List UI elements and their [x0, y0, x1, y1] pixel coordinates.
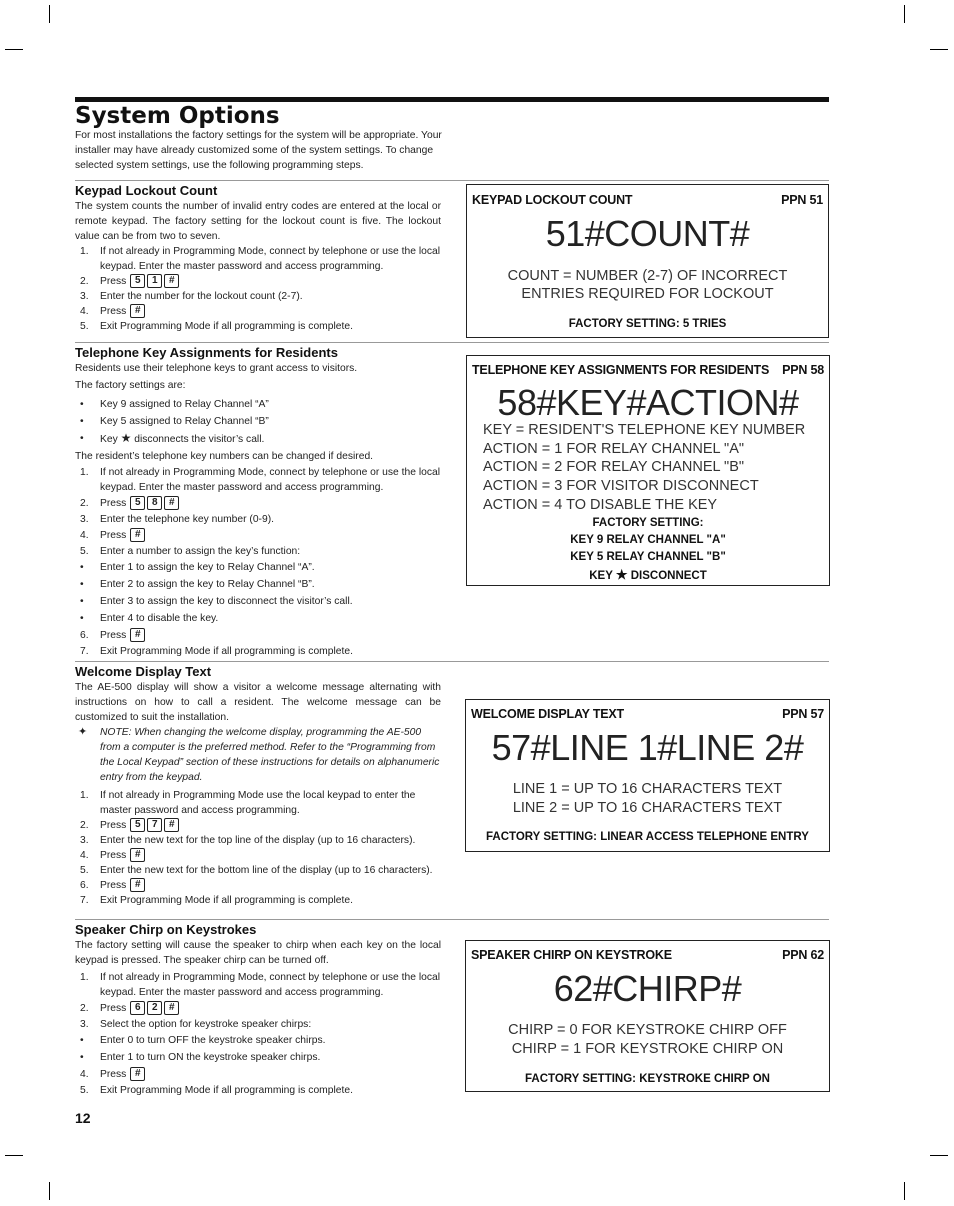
ppn-box-58 [466, 355, 830, 586]
box-desc-line: LINE 1 = UP TO 16 CHARACTERS TEXT [512, 781, 783, 797]
section-divider [75, 342, 829, 343]
step-text: Enter 1 to turn ON the keystroke speaker chirps. [100, 1052, 321, 1063]
crop-mark [49, 5, 50, 23]
crop-mark [930, 1155, 948, 1156]
step-text: Press [100, 850, 127, 861]
keypad-key-icon: 5 [130, 818, 145, 832]
list-item [75, 495, 441, 512]
step-number: 7. [80, 646, 89, 657]
step-number: • [80, 562, 84, 573]
step-number: 2. [80, 498, 89, 509]
steps-list [75, 465, 441, 659]
box-ppn: PPN 62 [782, 948, 824, 962]
list-item [75, 893, 441, 908]
step-number: 3. [80, 835, 89, 846]
hash-key-icon: # [130, 528, 145, 542]
star-icon: ★ [615, 567, 628, 582]
keypad-key-icon: 7 [147, 818, 162, 832]
section-heading: Telephone Key Assignments for Residents [75, 345, 338, 360]
step-number: • [80, 596, 84, 607]
step-number: 3. [80, 1019, 89, 1030]
step-text: If not already in Programming Mode use the local keypad to enter the master password and access programming. [100, 790, 416, 816]
list-item: • Key 9 assigned to Relay Channel “A” [80, 399, 269, 410]
keypad-key-icon: 6 [130, 1001, 145, 1015]
step-number: 4. [80, 1069, 89, 1080]
step-number: 7. [80, 895, 89, 906]
step-text: Exit Programming Mode if all programming is complete. [100, 646, 353, 657]
step-text: Press [100, 498, 127, 509]
box-desc-line: ACTION = 1 FOR RELAY CHANNEL "A" [483, 441, 745, 457]
page-number: 12 [75, 1110, 91, 1126]
section-welcome-text [75, 663, 441, 908]
box-desc-line: KEY = RESIDENT'S TELEPHONE KEY NUMBER [483, 422, 806, 438]
step-text: Enter 4 to disable the key. [100, 613, 219, 624]
hash-key-icon: # [130, 878, 145, 892]
keypad-key-icon: 1 [147, 274, 162, 288]
crop-mark [904, 5, 905, 23]
list-item [75, 1000, 441, 1017]
box-desc-line: ACTION = 2 FOR RELAY CHANNEL "B" [483, 459, 745, 475]
keypad-key-icon: 2 [147, 1001, 162, 1015]
step-number: • [80, 1035, 84, 1046]
section-divider [75, 661, 829, 662]
crop-mark [904, 1182, 905, 1200]
ppn-box-57 [465, 699, 830, 852]
list-item [75, 559, 441, 576]
note-icon: ✦ [78, 726, 88, 738]
steps-list [75, 788, 441, 908]
step-text: Exit Programming Mode if all programming is complete. [100, 321, 353, 332]
crop-mark [49, 1182, 50, 1200]
section-heading: Keypad Lockout Count [75, 183, 218, 198]
list-item [75, 576, 441, 593]
hash-key-icon: # [164, 274, 179, 288]
step-text: Press [100, 630, 127, 641]
ppn-box-62 [465, 940, 830, 1092]
box-factory-setting: FACTORY SETTING: 5 TRIES [568, 318, 727, 330]
step-number: 4. [80, 850, 89, 861]
box-desc-line: ENTRIES REQUIRED FOR LOCKOUT [521, 286, 774, 302]
list-item [75, 1049, 441, 1066]
box-desc-line: COUNT = NUMBER (2-7) OF INCORRECT [507, 268, 788, 284]
hash-key-icon: # [164, 818, 179, 832]
box-desc-line: ACTION = 4 TO DISABLE THE KEY [483, 497, 718, 513]
step-text: Enter 2 to assign the key to Relay Channel “B”. [100, 579, 315, 590]
section-keypad-lockout [75, 182, 441, 334]
step-text: Press [100, 276, 127, 287]
list-item [75, 970, 441, 1000]
box-label: SPEAKER CHIRP ON KEYSTROKE [471, 948, 672, 962]
crop-mark [930, 49, 948, 50]
box-factory-setting: KEY 5 RELAY CHANNEL "B" [570, 551, 726, 563]
step-text: Enter 1 to assign the key to Relay Channel “A”. [100, 562, 315, 573]
step-text: Enter the new text for the top line of the display (up to 16 characters). [100, 835, 416, 846]
keypad-key-icon: 5 [130, 274, 145, 288]
list-item: • Key ★ disconnects the visitor’s call. [80, 431, 265, 445]
step-text: If not already in Programming Mode, connect by telephone or use the local keypad. Enter the master password and access programming. [100, 972, 440, 998]
section-heading: Welcome Display Text [75, 664, 212, 679]
step-number: • [80, 579, 84, 590]
step-text: Press [100, 880, 127, 891]
list-item [75, 289, 441, 304]
step-number: 5. [80, 321, 89, 332]
intro-text: For most installations the factory settings for the system will be appropriate. Your installer may have already customized some of the system settings. To change selected system settings, use the following programming steps. [75, 130, 442, 171]
list-item [75, 319, 441, 334]
box-factory-setting: KEY ★ DISCONNECT [589, 567, 707, 582]
list-item [75, 1032, 441, 1049]
header-rule [75, 97, 829, 102]
hash-key-icon: # [130, 1067, 145, 1081]
steps-list [75, 970, 441, 1098]
step-number: 2. [80, 276, 89, 287]
box-desc-line: LINE 2 = UP TO 16 CHARACTERS TEXT [512, 800, 783, 816]
bullet-list [75, 396, 441, 448]
list-item [75, 1017, 441, 1032]
step-text: Exit Programming Mode if all programming is complete. [100, 895, 353, 906]
step-text: Press [100, 306, 127, 317]
step-number: 1. [80, 246, 89, 257]
crop-mark [5, 1155, 23, 1156]
factory-intro: The factory settings are: [75, 380, 186, 391]
step-text: Enter a number to assign the key’s function: [100, 546, 301, 557]
steps-list [75, 244, 441, 334]
note-block: ✦ NOTE: When changing the welcome display, programming the AE-500 from a computer is the preferred method. Refer to the “Programming from the Local Keypad” section of these instructions for details on alphanumeric entry from the keypad. [78, 726, 440, 783]
box-code: 58#KEY#ACTION# [497, 382, 799, 423]
step-number: 4. [80, 306, 89, 317]
section-divider [75, 919, 829, 920]
step-text: Press [100, 1003, 127, 1014]
box-factory-setting: FACTORY SETTING: KEYSTROKE CHIRP ON [525, 1073, 770, 1085]
box-header [472, 193, 823, 207]
step-number: • [80, 1052, 84, 1063]
list-item [75, 274, 441, 289]
box-label: WELCOME DISPLAY TEXT [471, 707, 624, 721]
box-code: 51#COUNT# [545, 213, 750, 254]
box-header [472, 363, 824, 377]
step-number: 2. [80, 1003, 89, 1014]
box-ppn: PPN 51 [781, 193, 823, 207]
step-text: Enter 3 to assign the key to disconnect the visitor’s call. [100, 596, 353, 607]
list-item [75, 818, 441, 833]
section-speaker-chirp [75, 921, 441, 1098]
step-text: If not already in Programming Mode, connect by telephone or use the local keypad. Enter the master password and access programming. [100, 467, 440, 493]
section-body: The system counts the number of invalid entry codes are entered at the local or remote keypad. The factory setting for the lockout count is five. The lockout value can be from two to seven. [75, 201, 441, 242]
list-item [75, 644, 441, 659]
step-text: Press [100, 820, 127, 831]
list-item [75, 304, 441, 319]
list-item: • Key 5 assigned to Relay Channel “B” [80, 416, 269, 427]
step-number: 5. [80, 546, 89, 557]
list-item [75, 593, 441, 610]
box-code: 57#LINE 1#LINE 2# [491, 727, 804, 768]
section-body: The factory setting will cause the speaker to chirp when each key on the local keypad is pressed. The speaker chirp can be turned off. [75, 940, 441, 966]
step-text: Select the option for keystroke speaker chirps: [100, 1019, 312, 1030]
step-number: 5. [80, 1085, 89, 1096]
box-label: TELEPHONE KEY ASSIGNMENTS FOR RESIDENTS [472, 363, 770, 377]
hash-key-icon: # [164, 1001, 179, 1015]
list-item [75, 465, 441, 495]
section-telephone-keys [75, 344, 441, 659]
list-item [75, 1066, 441, 1083]
step-text: Press [100, 530, 127, 541]
hash-key-icon: # [130, 848, 145, 862]
box-factory-title: FACTORY SETTING: [592, 517, 704, 529]
list-item [75, 610, 441, 627]
hash-key-icon: # [130, 628, 145, 642]
step-text: Exit Programming Mode if all programming is complete. [100, 1085, 353, 1096]
star-icon: ★ [120, 431, 132, 445]
box-label: KEYPAD LOCKOUT COUNT [472, 193, 633, 207]
box-desc-line: ACTION = 3 FOR VISITOR DISCONNECT [483, 478, 759, 494]
box-code: 62#CHIRP# [553, 968, 742, 1009]
step-number: 5. [80, 865, 89, 876]
step-number: 1. [80, 790, 89, 801]
step-number: 3. [80, 291, 89, 302]
step-number: • [80, 613, 84, 624]
list-item [75, 527, 441, 544]
keypad-key-icon: 8 [147, 496, 162, 510]
list-item [75, 863, 441, 878]
step-number: 3. [80, 514, 89, 525]
section-body: Residents use their telephone keys to grant access to visitors. [75, 363, 358, 374]
list-item [75, 627, 441, 644]
box-ppn: PPN 58 [782, 363, 824, 377]
list-item [75, 878, 441, 893]
page-title: System Options [75, 103, 280, 129]
step-text: Enter the new text for the bottom line of the display (up to 16 characters). [100, 865, 433, 876]
list-item [75, 544, 441, 559]
section-heading: Speaker Chirp on Keystrokes [75, 922, 257, 937]
box-header [471, 948, 824, 962]
step-text: Enter the telephone key number (0-9). [100, 514, 275, 525]
list-item [75, 512, 441, 527]
list-item [75, 848, 441, 863]
step-text: Enter the number for the lockout count (2-7). [100, 291, 303, 302]
step-text: Press [100, 1069, 127, 1080]
box-factory-setting: FACTORY SETTING: LINEAR ACCESS TELEPHONE ENTRY [486, 831, 809, 843]
hash-key-icon: # [130, 304, 145, 318]
list-item [75, 1083, 441, 1098]
list-item [75, 788, 441, 818]
hash-key-icon: # [164, 496, 179, 510]
section-body: The AE-500 display will show a visitor a welcome message alternating with instructions on how to call a resident. The welcome message can be customized to suit the installation. [75, 682, 441, 723]
step-number: 6. [80, 630, 89, 641]
step-text: Enter 0 to turn OFF the keystroke speaker chirps. [100, 1035, 326, 1046]
keypad-key-icon: 5 [130, 496, 145, 510]
step-text: If not already in Programming Mode, connect by telephone or use the local keypad. Enter the master password and access programming. [100, 246, 440, 272]
list-item [75, 833, 441, 848]
ppn-box-51 [466, 184, 829, 338]
box-ppn: PPN 57 [782, 707, 824, 721]
list-item [75, 244, 441, 274]
change-note: The resident’s telephone key numbers can be changed if desired. [75, 451, 374, 462]
box-desc-line: CHIRP = 1 FOR KEYSTROKE CHIRP ON [511, 1041, 784, 1057]
step-number: 1. [80, 467, 89, 478]
step-number: 2. [80, 820, 89, 831]
box-header [471, 707, 824, 721]
step-number: 4. [80, 530, 89, 541]
step-number: 1. [80, 972, 89, 983]
section-divider [75, 180, 829, 181]
box-desc-line: CHIRP = 0 FOR KEYSTROKE CHIRP OFF [508, 1022, 787, 1038]
box-factory-setting: KEY 9 RELAY CHANNEL "A" [570, 534, 726, 546]
step-number: 6. [80, 880, 89, 891]
crop-mark [5, 49, 23, 50]
